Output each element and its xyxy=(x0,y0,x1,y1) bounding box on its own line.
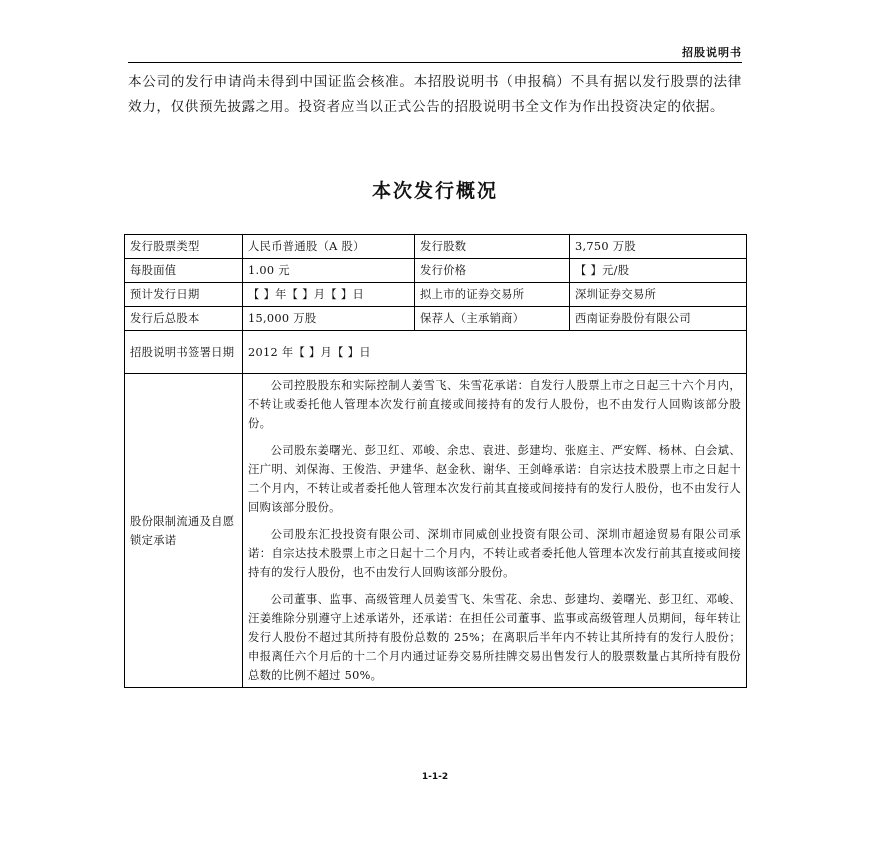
section-title: 本次发行概况 xyxy=(371,180,498,202)
sign-date-value: 2012 年【 】月【 】日 xyxy=(243,331,747,374)
table-row-sign-date xyxy=(125,331,747,374)
commitment-paragraph: 公司控股股东和实际控制人姜雪飞、朱雪花承诺：自发行人股票上市之日起三十六个月内，不转让或委托他人管理本次发行前直接或间接持有的发行人股份，也不由发行人回购该部分股份。 xyxy=(248,379,741,430)
commitment-paragraph: 公司股东汇投投资有限公司、深圳市同威创业投资有限公司、深圳市超途贸易有限公司承诺：自宗达技术股票上市之日起十二个月内，不转让或者委托他人管理本次发行前其直接或间接持有的发行人股份，也不由发行人回购该部分股份。 xyxy=(248,528,741,579)
commitment-paragraph: 公司董事、监事、高级管理人员姜雪飞、朱雪花、余忠、彭建均、姜曙光、彭卫红、邓峻、汪姜维除分别遵守上述承诺外，还承诺：在担任公司董事、监事或高级管理人员期间，每年转让发行人股份不超过其所持有股份总数的 25%；在离职后半年内不转让其所持有的发行人股份；申报离任六个月后的十二个月内通过证券交易所挂牌交易出售发行人的股票数量占其所持有股份总数的比例不超过 50%。 xyxy=(248,593,741,682)
table-row xyxy=(125,307,747,331)
table-cell-label: 发行股票类型 xyxy=(125,235,243,259)
table-cell-value: 【 】元/股 xyxy=(570,259,747,283)
page-number: 1-1-2 xyxy=(421,772,449,782)
table-cell-label: 发行后总股本 xyxy=(125,307,243,331)
table-cell-label: 每股面值 xyxy=(125,259,243,283)
disclaimer-paragraph: 本公司的发行申请尚未得到中国证监会核准。本招股说明书（申报稿）不具有据以发行股票的法律效力，仅供预先披露之用。投资者应当以正式公告的招股说明书全文作为作出投资决定的依据。 xyxy=(128,74,742,115)
table-cell-value: 1.00 元 xyxy=(243,259,415,283)
table-row-lockup xyxy=(125,374,747,688)
table-cell-value: 人民币普通股（A 股） xyxy=(243,235,415,259)
table-cell-label: 保荐人（主承销商） xyxy=(415,307,570,331)
table-cell-label: 拟上市的证券交易所 xyxy=(415,283,570,307)
table-cell-label: 发行价格 xyxy=(415,259,570,283)
header-divider xyxy=(128,62,742,63)
table-cell-label: 预计发行日期 xyxy=(125,283,243,307)
commitment-paragraph: 公司股东姜曙光、彭卫红、邓峻、余忠、袁进、彭建均、张庭主、严安辉、杨林、白会斌、汪广明、刘保海、王俊浩、尹建华、赵金秋、谢华、王剑峰承诺：自宗达技术股票上市之日起十二个月内，不转让或者委托他人管理本次发行前其直接或间接持有的发行人股份，也不由发行人回购该部分股份。 xyxy=(248,444,741,514)
table-row xyxy=(125,283,747,307)
lockup-label: 股份限制流通及自愿锁定承诺 xyxy=(125,374,243,688)
lockup-commitments xyxy=(243,374,747,688)
table-row xyxy=(125,235,747,259)
table-cell-value: 深圳证券交易所 xyxy=(570,283,747,307)
document-header-title: 招股说明书 xyxy=(682,46,742,59)
table-cell-value: 【 】年【 】月【 】日 xyxy=(243,283,415,307)
table-row xyxy=(125,259,747,283)
sign-date-label: 招股说明书签署日期 xyxy=(125,331,243,374)
table-cell-label: 发行股数 xyxy=(415,235,570,259)
table-cell-value: 3,750 万股 xyxy=(570,235,747,259)
table-cell-value: 西南证券股份有限公司 xyxy=(570,307,747,331)
offering-overview-table xyxy=(124,234,747,688)
table-cell-value: 15,000 万股 xyxy=(243,307,415,331)
